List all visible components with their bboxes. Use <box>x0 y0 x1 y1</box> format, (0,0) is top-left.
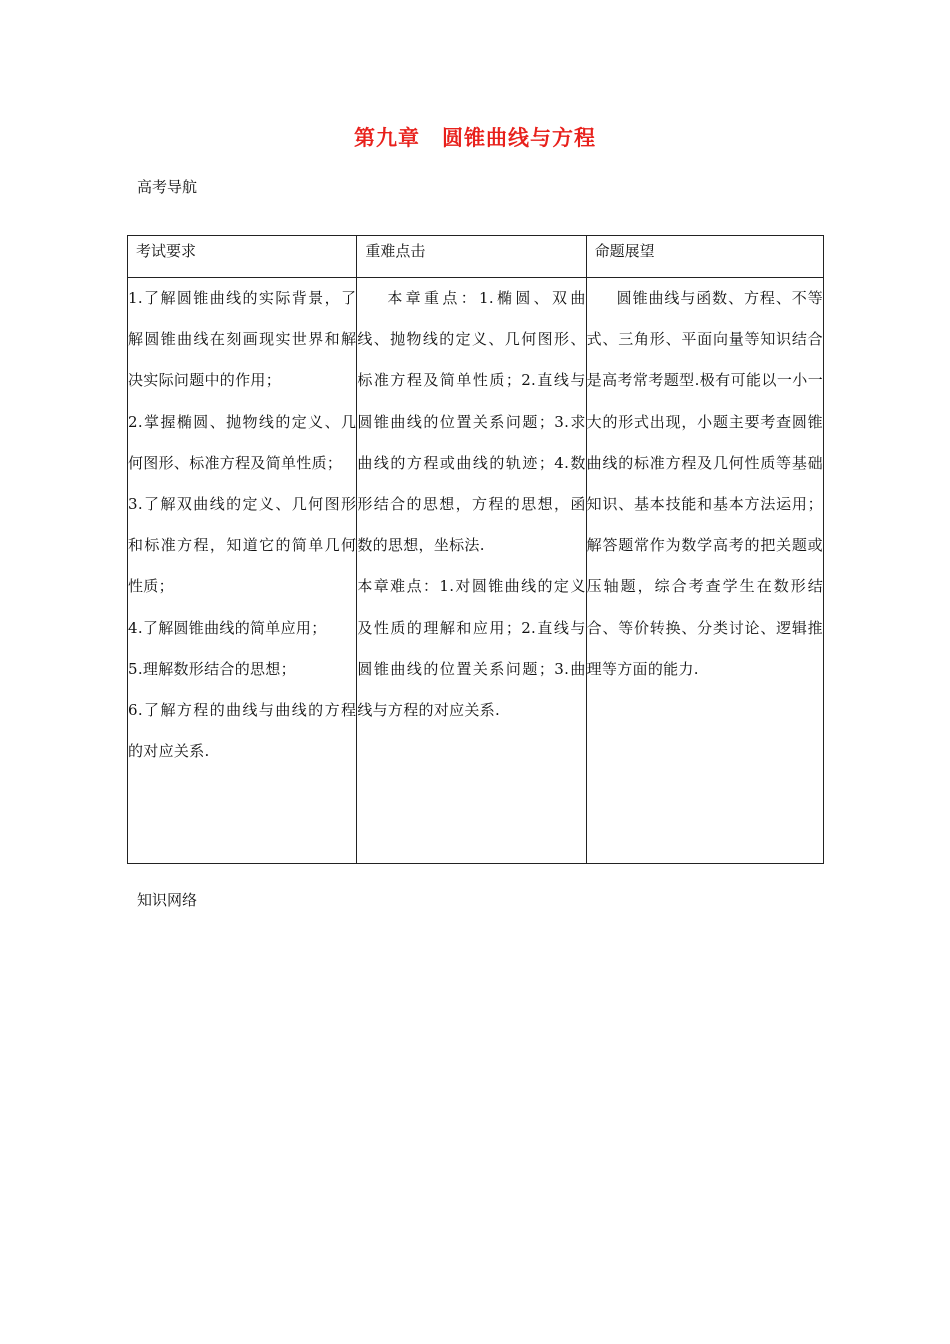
chapter-name: 圆锥曲线与方程 <box>442 126 596 150</box>
cell-key-difficult-points <box>357 278 586 864</box>
header-outlook: 命题展望 <box>586 236 823 278</box>
chapter-number: 第九章 <box>354 126 420 150</box>
cell-exam-requirements <box>128 278 357 864</box>
header-exam-requirements: 考试要求 <box>128 236 357 278</box>
chapter-title <box>0 122 950 152</box>
requirement-item: 1.了解圆锥曲线的实际背景，了解圆锥曲线在刻画现实世界和解决实际问题中的作用； <box>128 289 357 390</box>
requirement-item: 3.了解双曲线的定义、几何图形和标准方程，知道它的简单几何性质； <box>128 495 357 596</box>
table-header-row <box>128 236 824 278</box>
table-body-row <box>128 278 824 864</box>
requirement-item: 2.掌握椭圆、抛物线的定义、几何图形、标准方程及简单性质； <box>128 412 357 472</box>
gaokao-nav-table <box>127 235 824 864</box>
requirement-item: 5.理解数形结合的思想； <box>128 659 296 678</box>
header-key-difficult-points: 重难点击 <box>357 236 586 278</box>
cell-outlook <box>586 278 823 864</box>
requirement-item: 6.了解方程的曲线与曲线的方程的对应关系. <box>128 701 357 761</box>
key-points-paragraph: 本章重点：1.椭圆、双曲线、抛物线的定义、几何图形、标准方程及简单性质；2.直线与圆锥曲线的位置关系问题；3.求曲线的方程或曲线的轨迹；4.数形结合的思想，方程的思想，函数的思想，坐标法. <box>357 289 586 555</box>
requirement-item: 4.了解圆锥曲线的简单应用； <box>128 618 327 637</box>
outlook-paragraph: 圆锥曲线与函数、方程、不等式、三角形、平面向量等知识结合是高考常考题型.极有可能以一小一大的形式出现，小题主要考查圆锥曲线的标准方程及几何性质等基础知识、基本技能和基本方法运用；解答题常作为数学高考的把关题或压轴题，综合考查学生在数形结合、等价转换、分类讨论、逻辑推理等方面的能力. <box>586 289 823 678</box>
section-heading-gaokao-nav: 高考导航 <box>137 178 198 196</box>
difficult-points-paragraph: 本章难点：1.对圆锥曲线的定义及性质的理解和应用；2.直线与圆锥曲线的位置关系问题；3.曲线与方程的对应关系. <box>357 577 586 720</box>
section-heading-knowledge-network: 知识网络 <box>137 891 198 909</box>
